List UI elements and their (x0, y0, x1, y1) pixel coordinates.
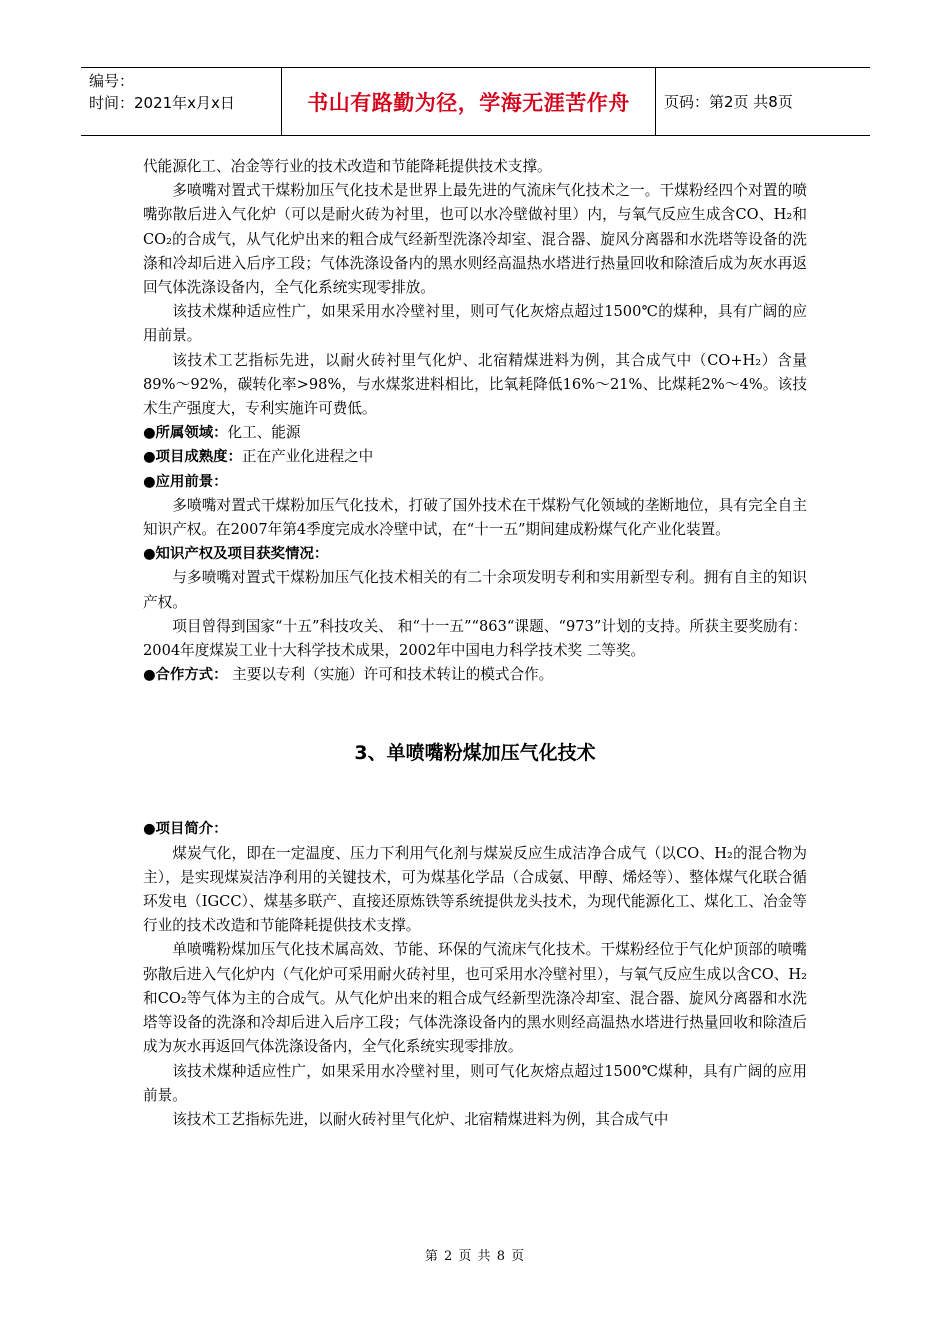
intro-label: ●项目简介： (143, 821, 228, 838)
paragraph: 单喷嘴粉煤加压气化技术属高效、节能、环保的气流床气化技术。干煤粉经位于气化炉顶部的喷嘴弥散后进入气化炉内（气化炉可采用耐火砖衬里，也可采用水冷壁衬里），与氧气反应生成以含CO、H₂和CO₂等气体为主的合成气。从气化炉出来的粗合成气经新型洗涤冷却室、混合器、旋风分离器和水洗塔等设备的洗涤和冷却后进入后序工段；气体洗涤设备内的黑水则经高温热水塔进行热量回收和除渣后成为灰水再返回气体洗涤设备内，全气化系统实现零排放。 (143, 941, 807, 1056)
maturity-row (143, 445, 807, 469)
maturity-label: ●项目成熟度： (143, 449, 242, 466)
motto-text: 书山有路勤为径，学海无涯苦作舟 (307, 90, 630, 115)
paragraph: 项目曾得到国家“十五”科技攻关、 和“十一五”“863“课题、“973”计划的支持。所获主要奖励有：2004年度煤炭工业十大科学技术成果，2002年中国电力科学技术奖 二等奖。 (143, 617, 807, 660)
maturity-value: 正在产业化进程之中 (241, 448, 374, 466)
paragraph: 多喷嘴对置式干煤粉加压气化技术，打破了国外技术在干煤粉气化领域的垄断地位，具有完全自主知识产权。在2007年第4季度完成水冷壁中试，在“十一五”期间建成粉煤气化产业化装置。 (143, 496, 807, 539)
ip-row (143, 542, 807, 566)
section-title: 3、单喷嘴粉煤加压气化技术 (354, 742, 596, 765)
header-page-cell (656, 68, 870, 135)
header-motto-cell (282, 68, 656, 135)
paragraph: 该技术工艺指标先进，以耐火砖衬里气化炉、北宿精煤进料为例，其合成气中 (172, 1110, 669, 1128)
intro-row (143, 817, 807, 841)
document-header (81, 67, 870, 136)
coop-row (143, 663, 807, 687)
paragraph: 多喷嘴对置式干煤粉加压气化技术是世界上最先进的气流床气化技术之一。干煤粉经四个对置的喷嘴弥散后进入气化炉（可以是耐火砖为衬里，也可以水冷壁做衬里）内，与氧气反应生成含CO、H₂和CO₂的合成气，从气化炉出来的粗合成气经新型洗涤冷却室、混合器、旋风分离器和水洗塔等设备的洗涤和冷却后进入后序工段；气体洗涤设备内的黑水则经高温热水塔进行热量回收和除渣后成为灰水再返回气体洗涤设备内，全气化系统实现零排放。 (143, 182, 807, 297)
ip-label: ●知识产权及项目获奖情况： (143, 546, 329, 563)
paragraph: 代能源化工、冶金等行业的技术改造和节能降耗提供技术支撑。 (143, 158, 552, 175)
coop-value: 主要以专利（实施）许可和技术转让的模式合作。 (227, 666, 554, 684)
page-info: 页码：第2页 共8页 (664, 93, 793, 111)
paragraph: 该技术工艺指标先进，以耐火砖衬里气化炉、北宿精煤进料为例，其合成气中（CO+H₂）含量89%～92%，碳转化率>98%，与水煤浆进料相比，比氧耗降低16%～21%、比煤耗2%～4%。该技术生产强度大，专利实施许可费低。 (143, 351, 807, 418)
field-label: ●所属领域： (143, 425, 228, 442)
header-meta-cell (81, 68, 282, 135)
paragraph: 煤炭气化，即在一定温度、压力下利用气化剂与煤炭反应生成洁净合成气（以CO、H₂的混合物为主），是实现煤炭洁净利用的关键技术，可为煤基化学品（合成氨、甲醇、烯烃等）、整体煤气化联合循环发电（IGCC）、煤基多联产、直接还原炼铁等系统提供龙头技术，为现代能源化工、煤化工、冶金等行业的技术改造和节能降耗提供技术支撑。 (143, 844, 807, 935)
paragraph: 与多喷嘴对置式干煤粉加压气化技术相关的有二十余项发明专利和实用新型专利。拥有自主的知识产权。 (143, 569, 807, 611)
prospect-label: ●应用前景： (143, 473, 228, 490)
page-footer: 第 2 页 共 8 页 (424, 1249, 526, 1264)
paragraph: 该技术煤种适应性广，如果采用水冷壁衬里，则可气化灰熔点超过1500℃的煤种，具有广阔的应用前景。 (143, 303, 807, 345)
paragraph: 该技术煤种适应性广，如果采用水冷壁衬里，则可气化灰熔点超过1500℃煤种，具有广阔的应用前景。 (143, 1062, 807, 1104)
prospect-row (143, 470, 807, 494)
number-label: 编号： (89, 72, 135, 90)
coop-label: ●合作方式： (143, 667, 228, 684)
time-label: 时间：2021年x月x日 (89, 94, 235, 112)
document-body (143, 155, 807, 1132)
field-value: 化工、能源 (227, 424, 301, 442)
field-row (143, 421, 807, 445)
